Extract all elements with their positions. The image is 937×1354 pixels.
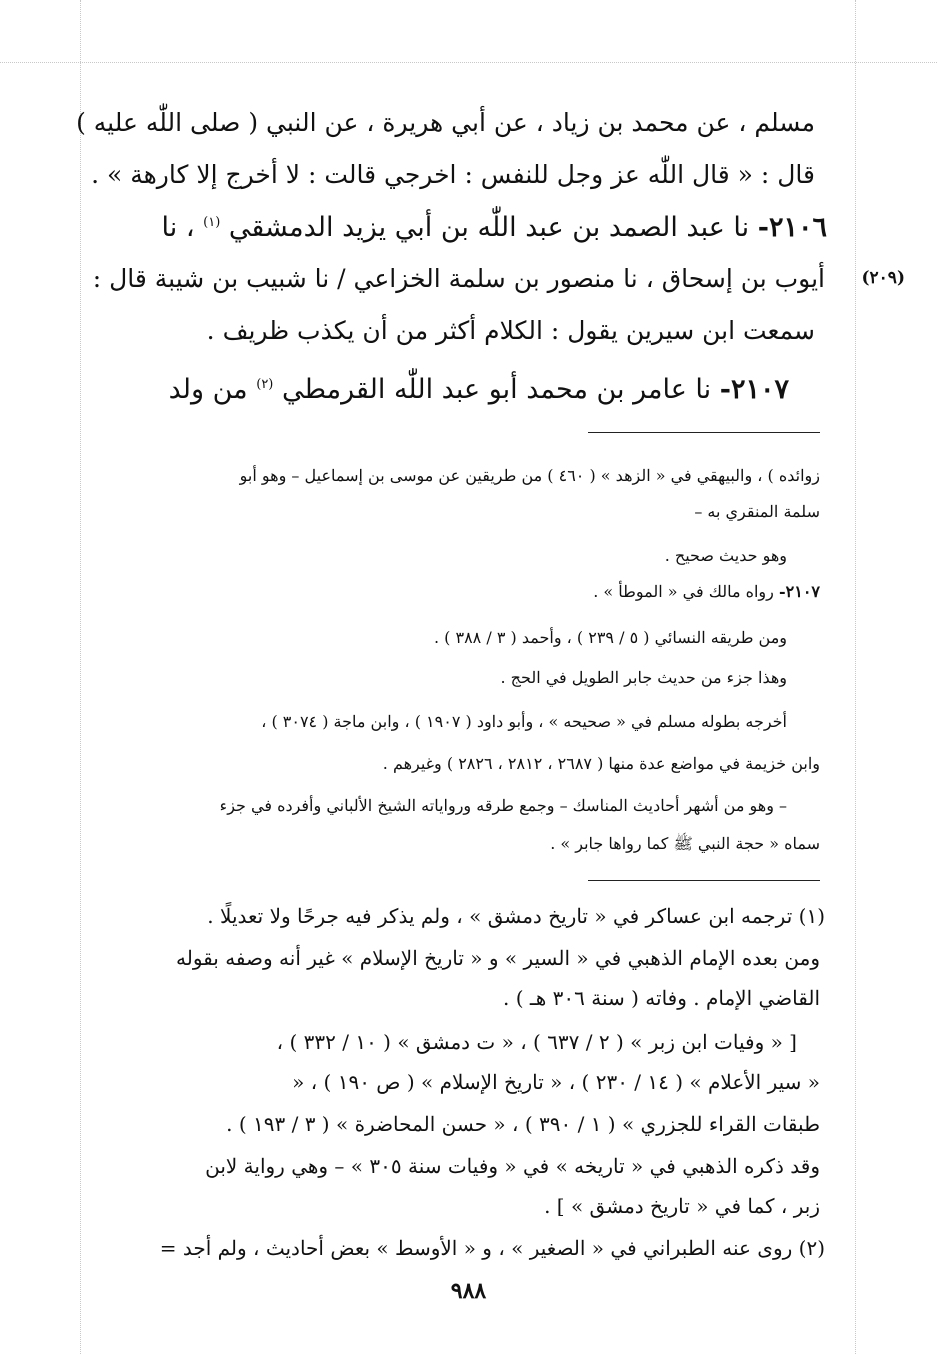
footnote-ref: (١) [203,215,221,230]
scan-guide-line [80,0,81,1354]
footnote-line: « سير الأعلام » ( ١٤ / ٢٣٠ ) ، « تاريخ الإسلام » ( ص ١٩٠ ) ، « [292,1070,820,1094]
takhrij-separator [588,432,820,433]
hadith-number: ٢١٠٧- [719,374,789,405]
footnote-line: [ « وفيات ابن زبر » ( ٢ / ٦٣٧ ) ، « ت دمشق » ( ١٠ / ٣٣٢ ) ، [276,1030,797,1054]
scan-guide-line [855,0,856,1354]
main-text-line: مسلم ، عن محمد بن زياد ، عن أبي هريرة ، عن النبي ( صلى اللّٰه عليه ) [76,108,815,137]
hadith-2107-line [169,374,789,405]
footnote-line: طبقات القراء للجزري » ( ١ / ٣٩٠ ) ، « حسن المحاضرة » ( ٣ / ١٩٣ ) . [226,1112,820,1136]
takhrij-line: وهو حديث صحيح . [664,546,787,565]
hadith-number: ٢١٠٧- [778,582,820,601]
hadith-2106-line [162,212,827,243]
takhrij-line: زوائده ) ، والبيهقي في « الزهد » ( ٤٦٠ ) من طريقين عن موسى بن إسماعيل – وهو أبو [239,466,820,485]
footnote-line: القاضي الإمام . وفاته ( سنة ٣٠٦ هـ ) . [503,986,820,1010]
main-text-line: سمعت ابن سيرين يقول : الكلام أكثر من أن يكذب ظريف . [206,316,815,345]
scan-guide-line [0,62,937,63]
takhrij-text: رواه مالك في « الموطأ » . [593,582,774,601]
footnote-line: وقد ذكره الذهبي في « تاريخه » في « وفيات سنة ٣٠٥ » – وهي رواية لابن [205,1154,820,1178]
takhrij-line: ومن طريقه النسائي ( ٥ / ٢٣٩ ) ، وأحمد ( ٣ / ٣٨٨ ) . [433,628,787,647]
takhrij-line [593,582,820,601]
page-number: ٩٨٨ [450,1278,487,1304]
footnote-line: ومن بعده الإمام الذهبي في « السير » و « تاريخ الإسلام » غير أنه وصفه بقوله [176,946,820,970]
footnote-line: زبر ، كما في « تاريخ دمشق » ] . [544,1194,820,1218]
takhrij-line: سلمة المنقري به – [694,502,820,521]
takhrij-line: أخرجه بطوله مسلم في « صحيحه » ، وأبو داود ( ١٩٠٧ ) ، وابن ماجة ( ٣٠٧٤ ) ، [261,712,787,731]
hadith-text: نا عبد الصمد بن عبد اللّٰه بن أبي يزيد الدمشقي [228,212,750,243]
margin-folio-ref: (٢٠٩) [861,268,905,288]
hadith-text-tail: من ولد [168,374,248,405]
takhrij-line: – وهو من أشهر أحاديث المناسك – وجمع طرقه ورواياته الشيخ الألباني وأفرده في جزء [219,796,787,815]
hadith-number: ٢١٠٦- [757,212,827,243]
footnote-ref: (٢) [256,377,274,392]
footnote-line: (١) ترجمه ابن عساكر في « تاريخ دمشق » ، ولم يذكر فيه جرحًا ولا تعديلًا . [207,904,825,928]
takhrij-line: سماه « حجة النبي ﷺ كما رواها جابر » . [550,834,820,853]
hadith-text: نا عامر بن محمد أبو عبد اللّٰه القرمطي [281,374,712,405]
footnote-line: (٢) روى عنه الطبراني في « الصغير » ، و « الأوسط » بعض أحاديث ، ولم أجد = [159,1236,825,1260]
takhrij-line: وابن خزيمة في مواضع عدة منها ( ٢٦٨٧ ، ٢٨١٢ ، ٢٨٢٦ ) وغيرهم . [382,754,820,773]
footnotes-separator [588,880,820,881]
hadith-text-tail: ، نا [161,212,195,243]
main-text-line: أيوب بن إسحاق ، نا منصور بن سلمة الخزاعي / نا شبيب بن شيبة قال : [92,264,825,293]
takhrij-line: وهذا جزء من حديث جابر الطويل في الحج . [500,668,787,687]
main-text-line: قال : « قال اللّٰه عز وجل للنفس : اخرجي قالت : لا أخرج إلا كارهة » . [91,160,815,189]
